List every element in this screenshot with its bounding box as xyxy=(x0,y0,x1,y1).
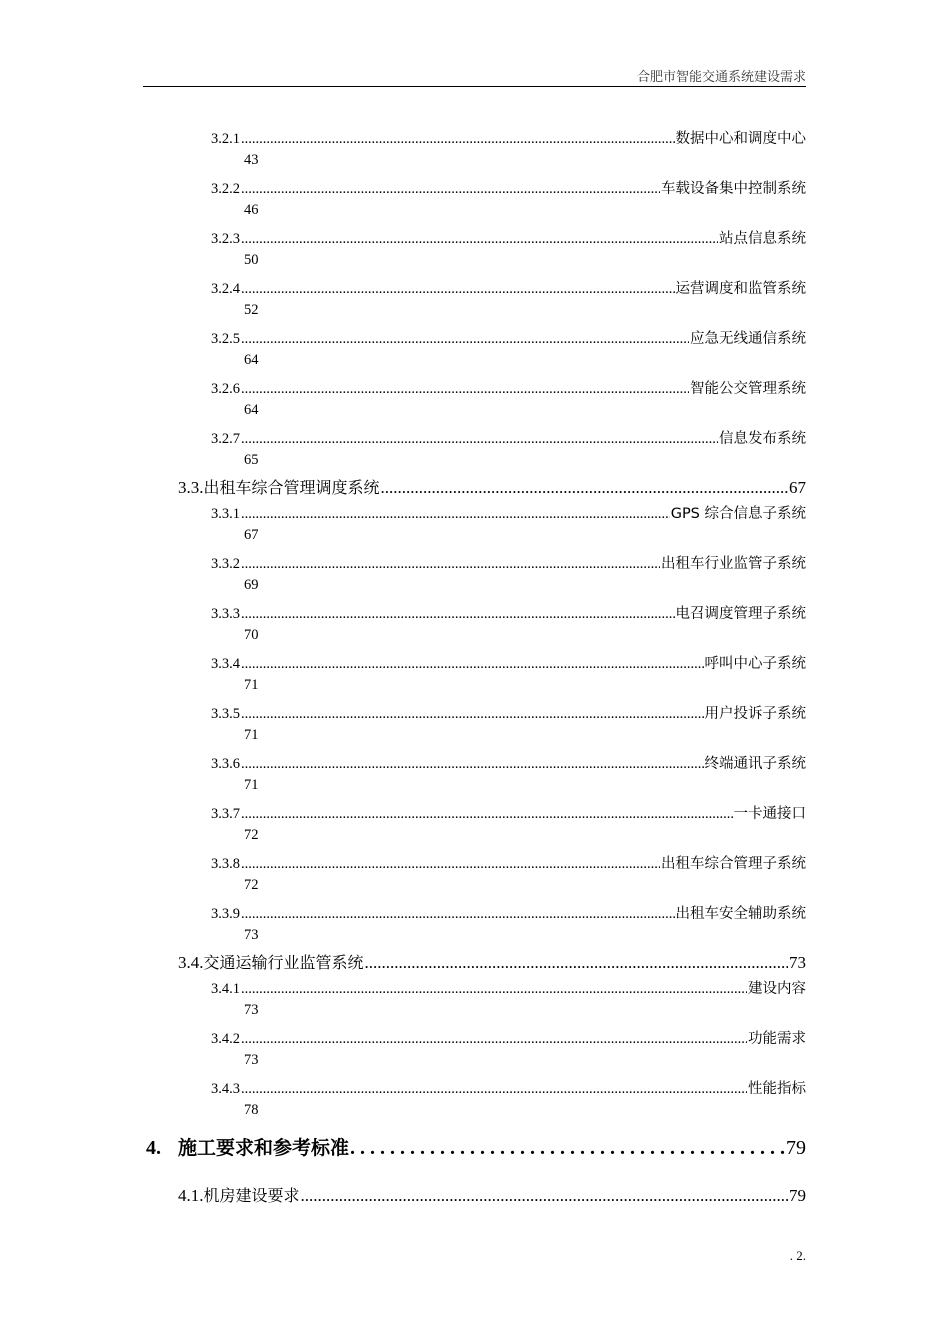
toc-entry-title: 应急无线通信系统 xyxy=(690,331,806,347)
page-number: . 2. xyxy=(789,1248,806,1263)
dot-leader xyxy=(241,756,704,773)
toc-entry-number: 3.3.5 xyxy=(211,706,240,722)
dot-leader xyxy=(241,381,689,398)
toc-entry-page: 78 xyxy=(244,1102,259,1118)
toc-entry-title: 电召调度管理子系统 xyxy=(675,606,806,622)
toc-entry-number: 3.3.9 xyxy=(211,906,240,922)
toc-entry-page: 72 xyxy=(244,827,259,843)
dot-leader xyxy=(241,281,675,298)
toc-entry-number: 3.3.6 xyxy=(211,756,240,772)
toc-entry-page: 67 xyxy=(244,527,259,543)
toc-entry-page: 71 xyxy=(244,677,259,693)
toc-entry-3-3-1[interactable] xyxy=(211,502,806,522)
toc-entry-title: 施工要求和参考标准 xyxy=(178,1137,350,1159)
toc-entry-number: 3.3.7 xyxy=(211,806,240,822)
toc-entry-title: 建设内容 xyxy=(748,981,806,997)
toc-entry-number: 3.2.2 xyxy=(211,181,240,197)
toc-entry-page: 70 xyxy=(244,627,259,643)
dot-leader xyxy=(241,606,675,623)
toc-entry-3-4-3[interactable] xyxy=(211,1077,806,1097)
toc-entry-title: 出租车综合管理调度系统 xyxy=(203,478,380,497)
toc-entry-3-2-3[interactable] xyxy=(211,227,806,247)
dot-leader xyxy=(241,131,675,148)
toc-entry-page: 69 xyxy=(244,577,259,593)
dot-leader xyxy=(301,1186,788,1206)
toc-entry-page: 73 xyxy=(789,953,806,972)
toc-entry-page: 43 xyxy=(244,152,259,168)
dot-leader xyxy=(365,953,788,973)
toc-entry-page: 73 xyxy=(244,1002,259,1018)
toc-entry-number: 3.2.6 xyxy=(211,381,240,397)
toc-entry-number: 3.2.4 xyxy=(211,281,240,297)
dot-leader xyxy=(241,331,689,348)
toc-entry-title: 运营调度和监管系统 xyxy=(675,281,806,297)
toc-entry-number: 4. xyxy=(146,1137,161,1159)
toc-entry-title: 功能需求 xyxy=(748,1031,806,1047)
toc-entry-title: 交通运输行业监管系统 xyxy=(203,953,364,972)
dot-leader xyxy=(241,181,660,198)
toc-entry-number: 3.3.2 xyxy=(211,556,240,572)
toc-entry-number: 3.3. xyxy=(178,478,204,497)
toc-entry-4[interactable] xyxy=(146,1133,806,1159)
dot-leader xyxy=(241,231,718,248)
toc-entry-title: 性能指标 xyxy=(748,1081,806,1097)
toc-entry-number: 3.2.3 xyxy=(211,231,240,247)
toc-entry-title: 用户投诉子系统 xyxy=(704,706,806,722)
dot-leader xyxy=(241,431,718,448)
toc-entry-page: 67 xyxy=(789,478,806,497)
toc-entry-number: 3.3.8 xyxy=(211,856,240,872)
toc-entry-3-3-2[interactable] xyxy=(211,552,806,572)
toc-entry-3-3-6[interactable] xyxy=(211,752,806,772)
toc-entry-page: 50 xyxy=(244,252,259,268)
toc-entry-page: 46 xyxy=(244,202,259,218)
toc-entry-page: 52 xyxy=(244,302,259,318)
toc-entry-page: 64 xyxy=(244,402,259,418)
dot-leader xyxy=(241,656,704,673)
toc-entry-3-3-5[interactable] xyxy=(211,702,806,722)
toc-entry-page: 71 xyxy=(244,777,259,793)
toc-entry-page: 71 xyxy=(244,727,259,743)
dot-leader xyxy=(241,1031,747,1048)
running-header: 合肥市智能交通系统建设需求 xyxy=(636,69,806,84)
toc-entry-3-2-1[interactable] xyxy=(211,127,806,147)
dot-leader xyxy=(350,1137,785,1160)
toc-entry-page: 72 xyxy=(244,877,259,893)
toc-entry-title: 出租车安全辅助系统 xyxy=(675,906,806,922)
toc-entry-title: 机房建设要求 xyxy=(203,1186,300,1205)
dot-leader xyxy=(241,906,675,923)
toc-entry-3-3-7[interactable] xyxy=(211,802,806,822)
toc-entry-title: 信息发布系统 xyxy=(719,431,806,447)
toc-entry-3-2-7[interactable] xyxy=(211,427,806,447)
dot-leader xyxy=(381,478,788,498)
toc-entry-page: 73 xyxy=(244,1052,259,1068)
toc-entry-3-3[interactable] xyxy=(178,475,806,497)
dot-leader xyxy=(241,506,670,523)
toc-entry-3-3-3[interactable] xyxy=(211,602,806,622)
toc-entry-number: 3.3.1 xyxy=(211,506,240,522)
toc-entry-page: 79 xyxy=(789,1186,806,1205)
toc-entry-3-2-6[interactable] xyxy=(211,377,806,397)
toc-entry-page: 73 xyxy=(244,927,259,943)
toc-entry-title: 车载设备集中控制系统 xyxy=(661,181,806,197)
toc-entry-number: 3.3.3 xyxy=(211,606,240,622)
toc-entry-4-1[interactable] xyxy=(178,1183,806,1205)
toc-entry-title: 一卡通接口 xyxy=(733,806,806,822)
toc-entry-title: 数据中心和调度中心 xyxy=(675,131,806,147)
toc-entry-3-4-1[interactable] xyxy=(211,977,806,997)
toc-entry-title: 智能公交管理系统 xyxy=(690,381,806,397)
toc-entry-3-4[interactable] xyxy=(178,950,806,972)
toc-entry-page: 79 xyxy=(786,1137,806,1159)
toc-entry-3-2-4[interactable] xyxy=(211,277,806,297)
toc-entry-title: 站点信息系统 xyxy=(719,231,806,247)
toc-entry-page: 64 xyxy=(244,352,259,368)
toc-entry-number: 3.4.1 xyxy=(211,981,240,997)
toc-entry-number: 3.3.4 xyxy=(211,656,240,672)
toc-entry-number: 3.2.5 xyxy=(211,331,240,347)
dot-leader xyxy=(241,981,747,998)
toc-entry-3-3-8[interactable] xyxy=(211,852,806,872)
toc-entry-3-3-9[interactable] xyxy=(211,902,806,922)
dot-leader xyxy=(241,706,704,723)
toc-entry-title: 出租车综合管理子系统 xyxy=(661,856,806,872)
toc-entry-page: 65 xyxy=(244,452,259,468)
toc-entry-3-4-2[interactable] xyxy=(211,1027,806,1047)
toc-entry-title: 终端通讯子系统 xyxy=(704,756,806,772)
toc-entry-number: 3.4.3 xyxy=(211,1081,240,1097)
dot-leader xyxy=(241,1081,747,1098)
toc-entry-title: 出租车行业监管子系统 xyxy=(661,556,806,572)
toc-entry-title: 呼叫中心子系统 xyxy=(704,656,806,672)
toc-entry-number: 3.4. xyxy=(178,953,204,972)
toc-entry-number: 4.1. xyxy=(178,1186,204,1205)
dot-leader xyxy=(241,856,660,873)
toc-entry-3-2-2[interactable] xyxy=(211,177,806,197)
toc-entry-number: 3.2.7 xyxy=(211,431,240,447)
toc-entry-3-2-5[interactable] xyxy=(211,327,806,347)
toc-entry-number: 3.2.1 xyxy=(211,131,240,147)
dot-leader xyxy=(241,806,733,823)
dot-leader xyxy=(241,556,660,573)
toc-entry-3-3-4[interactable] xyxy=(211,652,806,672)
toc-entry-number: 3.4.2 xyxy=(211,1031,240,1047)
toc-entry-title: GPS 综合信息子系统 xyxy=(670,506,806,522)
